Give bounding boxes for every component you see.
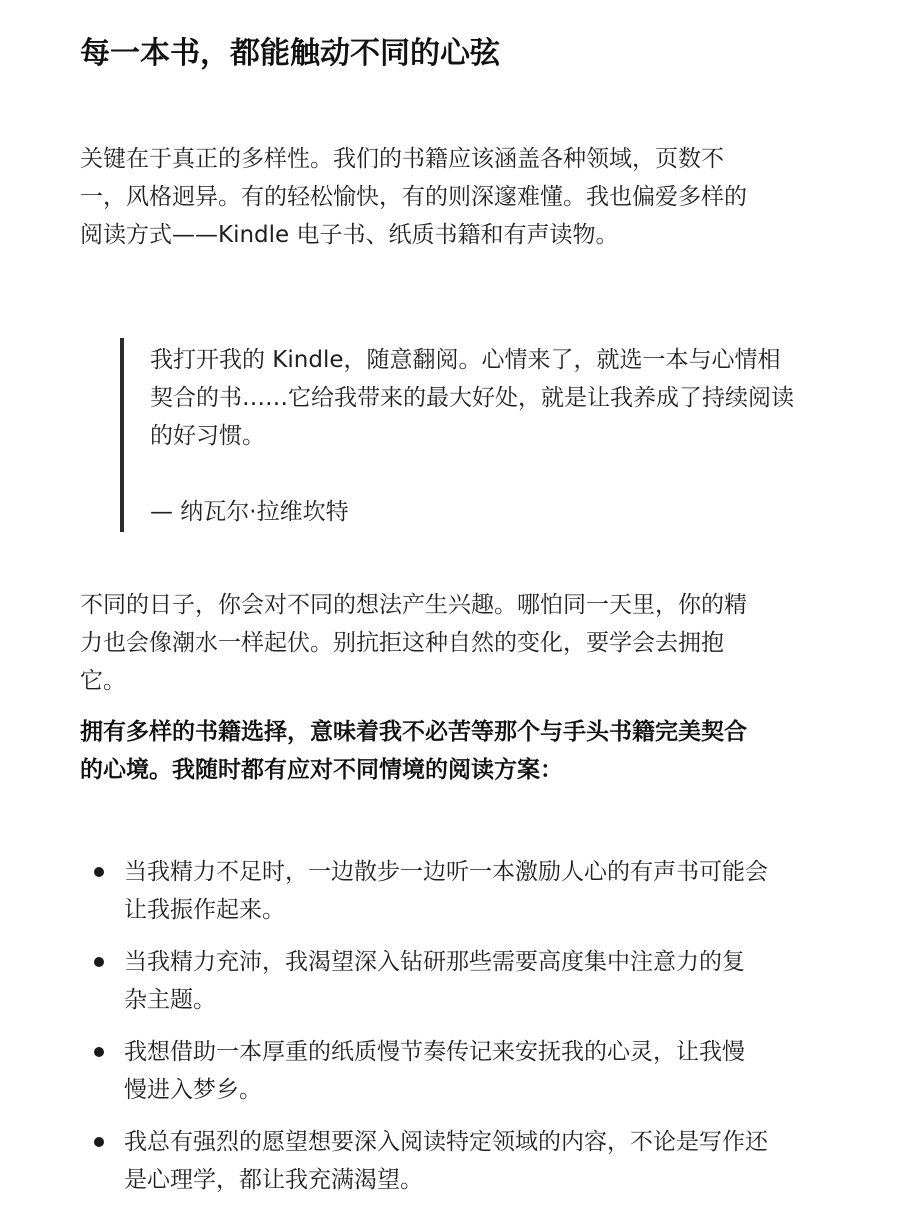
list-item-line: 让我振作起来。 bbox=[124, 897, 285, 923]
list-item-line: 我总有强烈的愿望想要深入阅读特定领域的内容，不论是写作还 bbox=[124, 1129, 768, 1155]
quote-line: 的好习惯。 bbox=[150, 423, 265, 449]
body-line: 不同的日子，你会对不同的想法产生兴趣。哪怕同一天里，你的精 bbox=[80, 592, 747, 618]
quote-attribution: — 纳瓦尔·拉维坎特 bbox=[150, 499, 349, 525]
list-item-line: 慢进入梦乡。 bbox=[124, 1077, 262, 1103]
list-item-line: 杂主题。 bbox=[124, 987, 216, 1013]
list-item-line: 当我精力不足时，一边散步一边听一本激励人心的有声书可能会 bbox=[124, 859, 768, 885]
emphasis-line: 的心境。我随时都有应对不同情境的阅读方案： bbox=[80, 757, 563, 783]
bullet-dot-icon bbox=[94, 957, 104, 967]
bullet-dot-icon bbox=[94, 1047, 104, 1057]
list-item-text bbox=[124, 943, 745, 1019]
list-item-text bbox=[124, 853, 768, 929]
emphasis-paragraph bbox=[80, 713, 825, 789]
emphasis-line: 拥有多样的书籍选择，意味着我不必苦等那个与手头书籍完美契合 bbox=[80, 719, 747, 745]
list-item-text bbox=[124, 1123, 768, 1199]
body-line: 力也会像潮水一样起伏。别抗拒这种自然的变化，要学会去拥抱 bbox=[80, 630, 724, 656]
intro-line: 一，风格迥异。有的轻松愉快，有的则深邃难懂。我也偏爱多样的 bbox=[80, 184, 747, 210]
intro-line: 阅读方式——Kindle 电子书、纸质书籍和有声读物。 bbox=[80, 222, 619, 248]
body-line: 它。 bbox=[80, 668, 126, 694]
bullet-dot-icon bbox=[94, 1137, 104, 1147]
body-paragraph bbox=[80, 586, 825, 700]
intro-line: 关键在于真正的多样性。我们的书籍应该涵盖各种领域，页数不 bbox=[80, 146, 724, 172]
quote-line: 我打开我的 Kindle，随意翻阅。心情来了，就选一本与心情相 bbox=[150, 347, 781, 373]
list-item-text bbox=[124, 1033, 745, 1109]
blockquote bbox=[120, 338, 860, 532]
list-item-line: 当我精力充沛，我渴望深入钻研那些需要高度集中注意力的复 bbox=[124, 949, 745, 975]
article-heading: 每一本书，都能触动不同的心弦 bbox=[80, 36, 500, 71]
bullet-dot-icon bbox=[94, 867, 104, 877]
quote-text bbox=[150, 341, 794, 455]
quote-line: 契合的书……它给我带来的最大好处，就是让我养成了持续阅读 bbox=[150, 385, 794, 411]
list-item-line: 我想借助一本厚重的纸质慢节奏传记来安抚我的心灵，让我慢 bbox=[124, 1039, 745, 1065]
list-item-line: 是心理学，都让我充满渴望。 bbox=[124, 1167, 423, 1193]
intro-paragraph bbox=[80, 140, 825, 254]
